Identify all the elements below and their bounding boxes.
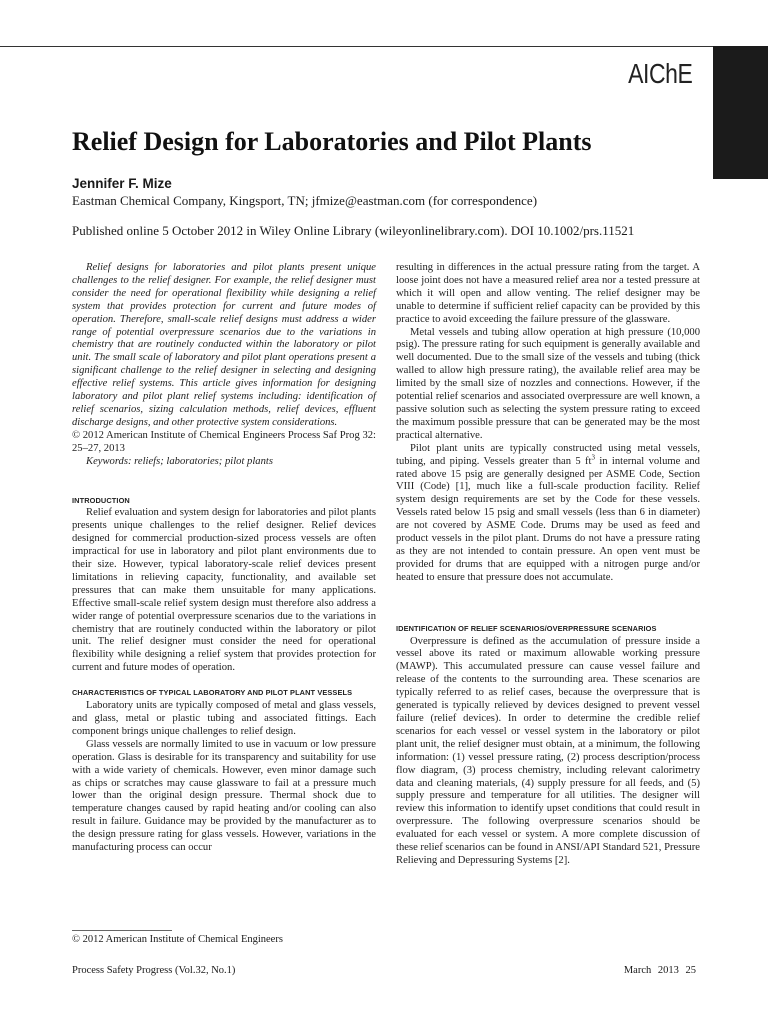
intro-paragraph: Relief evaluation and system design for laboratories and pilot plants presents unique challenges to the relief designer. Relief devices designed for commercial production-sized process vessels are often impractical for use in laboratory and pilot plant environments due to their size. However, typical laboratory-scale relief devices present limitations in relieving capacity, functionality, and available set pressures that can make them unsuitable for many applications. Effective small-scale relief system design must therefore also address a wider range of potential overpressure scenarios due to the variations in chemistry that are routinely conducted within the laboratory or pilot unit. The relief designer must consider the need for operational flexibility while designing a relief system that provides protection for current and future modes of operation. <box>72 507 376 674</box>
abstract-keywords: Keywords: reliefs; laboratories; pilot plants <box>86 455 273 467</box>
right-column <box>396 262 700 868</box>
header-rule <box>0 46 713 47</box>
author-name: Jennifer F. Mize <box>72 176 172 191</box>
footer-journal: Process Safety Progress (Vol.32, No.1) <box>72 965 236 976</box>
characteristics-paragraph-2: Glass vessels are normally limited to use in vacuum or low pressure operation. Glass is desirable for its transparency and suitability for use with a wide variety of chemicals. However, even minor damage such as chips or scratches may cause glassware to fail at a pressure much lower than the original design pressure. Thermal shock due to temperature changes caused by rapid heating and/or cooling can also result in failure. Guidance may be provided by the manufacturer as to the design pressure rating for glass vessels. However, variations in the manufacturing process can occur <box>72 738 376 854</box>
heading-characteristics: CHARACTERISTICS OF TYPICAL LABORATORY AND PILOT PLANT VESSELS <box>72 688 353 698</box>
header-black-tab <box>713 46 768 179</box>
identification-paragraph: Overpressure is defined as the accumulation of pressure inside a vessel above its rated or maximum allowable working pressure (MAWP). This accumulated pressure can cause vessel failure and release of the contents to the surrounding area. These scenarios are typically referred to as relief cases, because the overpressure that is generated is typically relieved by devices designed to prevent vessel failure (relief devices). In order to determine the credible relief scenarios for each vessel or vessel system in the laboratory or pilot plant unit, the relief designer must obtain, at a minimum, the following information: (1) vessel pressure rating, (2) process description/process flow diagram, (3) process chemistry, including relevant calorimetry data and cleaning materials, (4) supply pressure for all feeds, and (5) supply pressure and temperature for all utilities. The designer will review this information to identify upset conditions that could result in overpressure. The following overpressure scenarios should be evaluated for each vessel or system. A more complete discussion of these relief scenarios can be found in ANSI/API Standard 521, Pressure Relieving and Depressuring Systems [2]. <box>396 635 700 866</box>
author-affiliation: Eastman Chemical Company, Kingsport, TN; jfmize@eastman.com (for correspondence) <box>72 193 538 208</box>
heading-identification: IDENTIFICATION OF RELIEF SCENARIOS/OVERPRESSURE SCENARIOS <box>396 623 657 633</box>
footnote-rule <box>72 930 172 931</box>
abstract-copyright: © 2012 American Institute of Chemical Engineers Process Saf Prog 32: 25–27, 2013 <box>72 429 376 454</box>
characteristics-paragraph-1: Laboratory units are typically composed of metal and glass vessels, and glass, metal or plastic tubing and associated fittings. Each component brings unique challenges to relief design. <box>72 700 376 737</box>
footer-date-page: March 2013 25 <box>623 965 696 976</box>
publication-info: Published online 5 October 2012 in Wiley Online Library (wileyonlinelibrary.com). DOI 10.1002/prs.11521 <box>72 223 635 238</box>
characteristics-paragraph-2-continued: resulting in differences in the actual pressure rating from the target. A loose joint does not have a measured relief area nor a tested pressure at which it will open and allow venting. The relief designer may be unable to determine if sufficient relief capacity can be provided by this practice to avoid exceeding the failure pressure of the glassware. <box>396 262 700 325</box>
characteristics-paragraph-4: Pilot plant units are typically constructed using metal vessels, tubing, and piping. Vessels greater than 5 $ft^3$ in internal volume and rated above 15 psig are generally designed per ASME Code, Section VIII (Code) [1], much like a full-scale production facility. Relief system design requirements are set by the Code for these vessels. Vessels rated below 15 psig and small vessels (less than 6 in diameter) are not covered by ASME Code. Drums may be used as feed and product vessels in the pilot plant. Drums do not have a pressure rating as they are not intended to contain pressure. An open vent must be provided for drums that are equipped with a nitrogen purge and/or heated to ensure that pressure does not accumulate. <box>396 442 700 583</box>
journal-brand: AIChE <box>627 58 692 89</box>
characteristics-paragraph-3: Metal vessels and tubing allow operation at high pressure (10,000 psig). The pressure rating for such equipment is generally available and well documented. Due to the small size of the vessels and tubing (thick walled to allow high pressure rating), the available relief area may be limited by the small size of nozzles and connections. However, if the potential relief scenarios and associated overpressure are well known, a passive solution such as selecting the system pressure rating to exceed the maximum possible pressure that can be generated may be the most practical alternative. <box>396 326 700 441</box>
abstract-text: Relief designs for laboratories and pilot plants present unique challenges to the relief designer. For example, the relief designer must consider the need for operational flexibility while designing a relief system that provides protection for current and future modes of operation. Therefore, small-scale relief designs must address a wider range of potential overpressure scenarios due to the variations in chemistry that are routinely conducted within the laboratory or pilot unit. The small scale of laboratory and pilot plant operations present a significant challenge to the relief designer in selecting and designing effective relief systems. This article gives information for designing laboratory and pilot plant relief systems including: identification of relief scenarios, sizing calculation methods, relief devices, effluent discharge designs, and other protective system considerations. <box>72 262 376 428</box>
article-title: Relief Design for Laboratories and Pilot Plants <box>72 127 592 156</box>
left-column <box>72 262 376 855</box>
heading-introduction: INTRODUCTION <box>72 495 130 505</box>
footnote-copyright: © 2012 American Institute of Chemical Engineers <box>72 934 283 945</box>
